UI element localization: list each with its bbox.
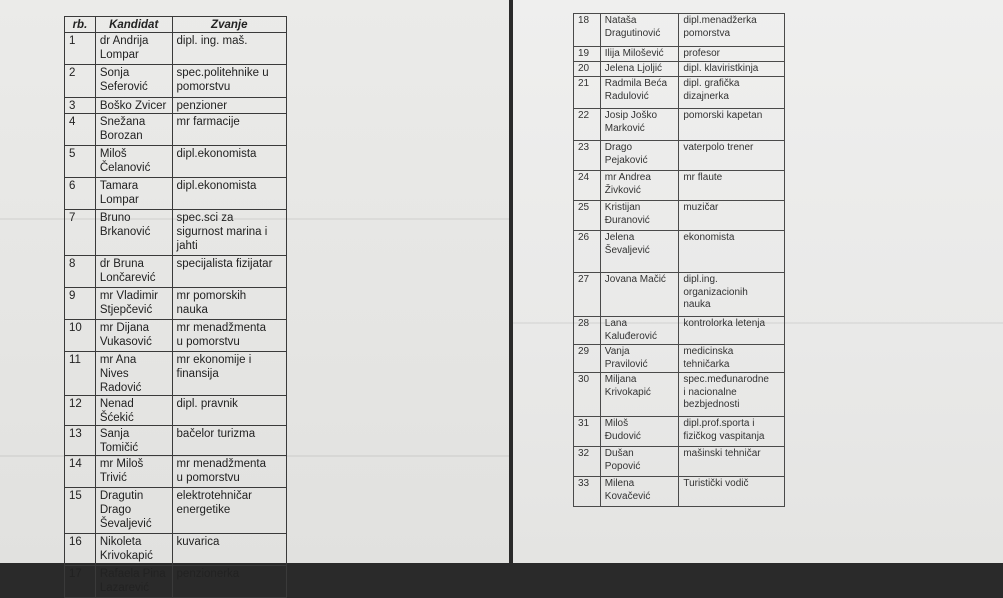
candidate-name: Boško Zvicer bbox=[95, 98, 172, 114]
candidate-name: Jovana Mačić bbox=[600, 273, 679, 317]
candidate-name: Nataša Dragutinović bbox=[600, 14, 679, 47]
candidate-title: bačelor turizma bbox=[172, 426, 286, 456]
row-number: 29 bbox=[574, 345, 601, 373]
candidate-title: mr pomorskih nauka bbox=[172, 288, 286, 320]
candidate-title: dipl.prof.sporta i fizičkog vaspitanja bbox=[679, 417, 785, 447]
table-row bbox=[574, 109, 785, 141]
candidate-name: mr Andrea Živković bbox=[600, 171, 679, 201]
candidate-title: mr farmacije bbox=[172, 114, 286, 146]
candidate-title: dipl. ing. maš. bbox=[172, 33, 286, 65]
candidate-name: Radmila Beća Radulović bbox=[600, 77, 679, 109]
row-number: 16 bbox=[65, 534, 96, 566]
candidate-name: mr Miloš Trivić bbox=[95, 456, 172, 488]
candidate-title: dipl. klaviristkinja bbox=[679, 62, 785, 77]
candidate-name: Bruno Brkanović bbox=[95, 210, 172, 256]
candidate-title: mr flaute bbox=[679, 171, 785, 201]
candidate-title: mašinski tehničar bbox=[679, 447, 785, 477]
row-number: 33 bbox=[574, 477, 601, 507]
candidate-name: dr Andrija Lompar bbox=[95, 33, 172, 65]
row-number: 18 bbox=[574, 14, 601, 47]
candidate-title: medicinska tehničarka bbox=[679, 345, 785, 373]
candidate-title: elektrotehničar energetike bbox=[172, 488, 286, 534]
candidate-title: penzioner bbox=[172, 98, 286, 114]
candidate-title: ekonomista bbox=[679, 231, 785, 273]
table-row bbox=[65, 488, 287, 534]
table-row bbox=[574, 201, 785, 231]
row-number: 8 bbox=[65, 256, 96, 288]
candidate-name: Kristijan Đuranović bbox=[600, 201, 679, 231]
candidate-name: Rafaela Pina Lazarević bbox=[95, 566, 172, 598]
table-row bbox=[574, 417, 785, 447]
row-number: 19 bbox=[574, 47, 601, 62]
candidate-title: vaterpolo trener bbox=[679, 141, 785, 171]
row-number: 6 bbox=[65, 178, 96, 210]
candidate-table-left bbox=[64, 16, 287, 598]
candidate-title: dipl.ing. organizacionih nauka bbox=[679, 273, 785, 317]
candidate-name: Josip Joško Marković bbox=[600, 109, 679, 141]
candidate-title: dipl.ekonomista bbox=[172, 146, 286, 178]
row-number: 10 bbox=[65, 320, 96, 352]
candidate-title: specijalista fizijatar bbox=[172, 256, 286, 288]
table-row bbox=[65, 288, 287, 320]
candidate-name: Dragutin Drago Ševaljević bbox=[95, 488, 172, 534]
candidate-title: mr menadžmenta u pomorstvu bbox=[172, 456, 286, 488]
table-row bbox=[574, 477, 785, 507]
row-number: 11 bbox=[65, 352, 96, 396]
table-row bbox=[574, 47, 785, 62]
table-row bbox=[574, 273, 785, 317]
candidate-title: spec.sci za sigurnost marina i jahti bbox=[172, 210, 286, 256]
candidate-title: dipl. pravnik bbox=[172, 396, 286, 426]
candidate-title: spec.politehnike u pomorstvu bbox=[172, 65, 286, 98]
candidate-name: Snežana Borozan bbox=[95, 114, 172, 146]
candidate-name: Jelena Ševaljević bbox=[600, 231, 679, 273]
table-row bbox=[574, 231, 785, 273]
row-number: 9 bbox=[65, 288, 96, 320]
table-row bbox=[65, 320, 287, 352]
table-row bbox=[65, 534, 287, 566]
header-rb: rb. bbox=[65, 17, 96, 33]
table-row bbox=[574, 373, 785, 417]
row-number: 27 bbox=[574, 273, 601, 317]
row-number: 26 bbox=[574, 231, 601, 273]
candidate-name: mr Ana Nives Radović bbox=[95, 352, 172, 396]
candidate-name: Miloš Đudović bbox=[600, 417, 679, 447]
table-row bbox=[65, 352, 287, 396]
candidate-name: Vanja Pravilović bbox=[600, 345, 679, 373]
candidate-name: mr Vladimir Stjepčević bbox=[95, 288, 172, 320]
candidate-title: dipl.menadžerka pomorstva bbox=[679, 14, 785, 47]
table-row bbox=[65, 210, 287, 256]
candidate-title: kuvarica bbox=[172, 534, 286, 566]
table-row bbox=[65, 65, 287, 98]
candidate-title: mr ekonomije i finansija bbox=[172, 352, 286, 396]
candidate-title: spec.međunarodne i nacionalne bezbjednosti bbox=[679, 373, 785, 417]
row-number: 30 bbox=[574, 373, 601, 417]
candidate-title: pomorski kapetan bbox=[679, 109, 785, 141]
candidate-name: Drago Pejaković bbox=[600, 141, 679, 171]
table-row bbox=[65, 33, 287, 65]
candidate-name: Sanja Tomičić bbox=[95, 426, 172, 456]
table-row bbox=[574, 77, 785, 109]
row-number: 7 bbox=[65, 210, 96, 256]
table-row bbox=[574, 14, 785, 47]
table-row bbox=[65, 146, 287, 178]
row-number: 31 bbox=[574, 417, 601, 447]
row-number: 5 bbox=[65, 146, 96, 178]
header-kandidat: Kandidat bbox=[95, 17, 172, 33]
row-number: 22 bbox=[574, 109, 601, 141]
candidate-name: mr Dijana Vukasović bbox=[95, 320, 172, 352]
candidate-name: Nikoleta Krivokapić bbox=[95, 534, 172, 566]
row-number: 12 bbox=[65, 396, 96, 426]
candidate-title: penzionerka bbox=[172, 566, 286, 598]
candidate-name: Sonja Seferović bbox=[95, 65, 172, 98]
candidate-title: mr menadžmenta u pomorstvu bbox=[172, 320, 286, 352]
candidate-name: dr Bruna Lončarević bbox=[95, 256, 172, 288]
row-number: 20 bbox=[574, 62, 601, 77]
table-row bbox=[65, 566, 287, 598]
table-row bbox=[574, 171, 785, 201]
row-number: 4 bbox=[65, 114, 96, 146]
row-number: 14 bbox=[65, 456, 96, 488]
row-number: 2 bbox=[65, 65, 96, 98]
table-row bbox=[65, 456, 287, 488]
candidate-name: Lana Kaluđerović bbox=[600, 317, 679, 345]
table-row bbox=[65, 114, 287, 146]
row-number: 1 bbox=[65, 33, 96, 65]
row-number: 21 bbox=[574, 77, 601, 109]
candidate-title: Turistički vodič bbox=[679, 477, 785, 507]
table-row bbox=[574, 62, 785, 77]
candidate-name: Jelena Ljoljić bbox=[600, 62, 679, 77]
row-number: 32 bbox=[574, 447, 601, 477]
table-header-row bbox=[65, 17, 287, 33]
table-row bbox=[65, 178, 287, 210]
candidate-title: muzičar bbox=[679, 201, 785, 231]
candidate-title: kontrolorka letenja bbox=[679, 317, 785, 345]
table-row bbox=[65, 426, 287, 456]
candidate-name: Ilija Milošević bbox=[600, 47, 679, 62]
candidate-name: Miloš Čelanović bbox=[95, 146, 172, 178]
row-number: 28 bbox=[574, 317, 601, 345]
header-zvanje: Zvanje bbox=[172, 17, 286, 33]
table-row bbox=[574, 345, 785, 373]
candidate-name: Milena Kovačević bbox=[600, 477, 679, 507]
candidate-title: dipl.ekonomista bbox=[172, 178, 286, 210]
table-row bbox=[65, 396, 287, 426]
candidate-table-right bbox=[573, 13, 785, 507]
candidate-name: Miljana Krivokapić bbox=[600, 373, 679, 417]
row-number: 23 bbox=[574, 141, 601, 171]
candidate-title: dipl. grafička dizajnerka bbox=[679, 77, 785, 109]
row-number: 15 bbox=[65, 488, 96, 534]
candidate-name: Nenad Šćekić bbox=[95, 396, 172, 426]
table-row bbox=[65, 256, 287, 288]
table-row bbox=[574, 141, 785, 171]
row-number: 24 bbox=[574, 171, 601, 201]
table-row bbox=[65, 98, 287, 114]
candidate-name: Tamara Lompar bbox=[95, 178, 172, 210]
candidate-title: profesor bbox=[679, 47, 785, 62]
row-number: 3 bbox=[65, 98, 96, 114]
row-number: 17 bbox=[65, 566, 96, 598]
row-number: 13 bbox=[65, 426, 96, 456]
table-row bbox=[574, 447, 785, 477]
candidate-name: Dušan Popović bbox=[600, 447, 679, 477]
row-number: 25 bbox=[574, 201, 601, 231]
table-row bbox=[574, 317, 785, 345]
